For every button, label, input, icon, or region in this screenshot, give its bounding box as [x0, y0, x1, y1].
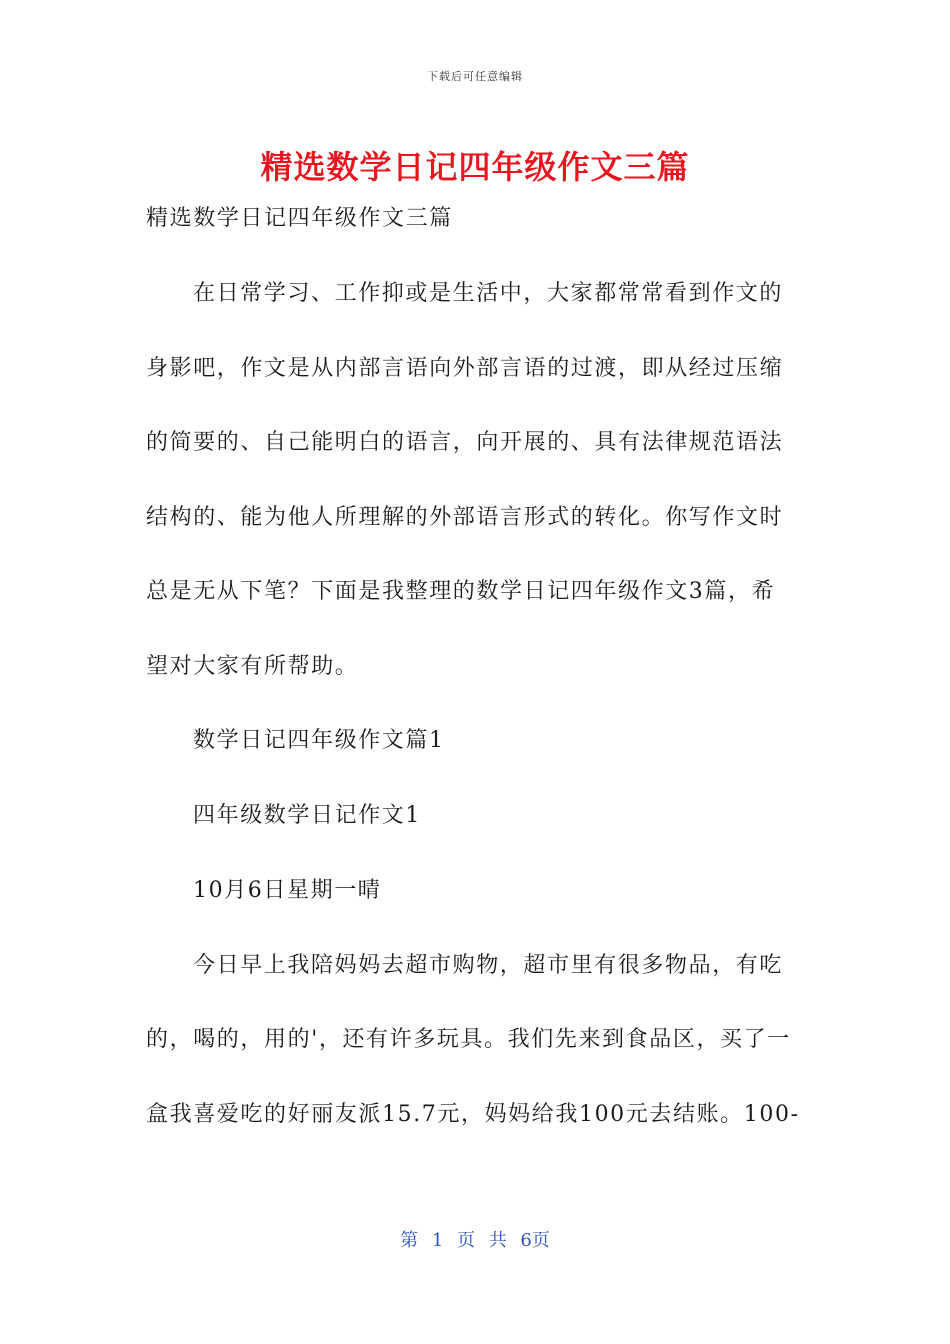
body-line: 身影吧，作文是从内部言语向外部言语的过渡，即从经过压缩	[146, 356, 784, 381]
date-line: 10月6日星期一晴	[193, 878, 382, 903]
body-line: 在日常学习、工作抑或是生活中，大家都常常看到作文的	[193, 281, 784, 306]
section-heading: 数学日记四年级作文篇1	[193, 728, 445, 753]
document-title: 精选数学日记四年级作文三篇	[260, 148, 690, 186]
section-subheading: 四年级数学日记作文1	[193, 803, 421, 828]
body-line: 总是无从下笔？下面是我整理的数学日记四年级作文3篇，希	[146, 579, 776, 604]
body-line: 的简要的、自己能明白的语言，向开展的、具有法律规范语法	[146, 430, 784, 455]
header-note: 下载后可任意编辑	[427, 70, 523, 83]
page-number-footer: 第 1 页 共 6页	[400, 1230, 550, 1251]
subtitle-line: 精选数学日记四年级作文三篇	[146, 206, 453, 231]
body-line: 结构的、能为他人所理解的外部语言形式的转化。你写作文时	[146, 505, 784, 530]
body-line: 盒我喜爱吃的好丽友派15.7元，妈妈给我100元去结账。100-	[146, 1102, 800, 1127]
body-line: 望对大家有所帮助。	[146, 654, 359, 679]
body-line: 的，喝的，用的'，还有许多玩具。我们先来到食品区，买了一	[146, 1027, 791, 1052]
body-line: 今日早上我陪妈妈去超市购物，超市里有很多物品，有吃	[193, 953, 784, 978]
